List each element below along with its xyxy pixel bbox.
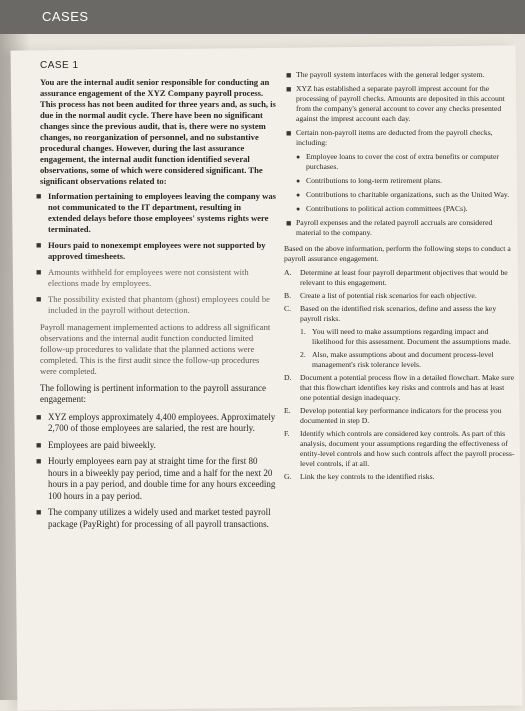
case-intro: You are the internal audit senior responsible for conducting an assurance engagement of the XYZ Company payroll process. This process has not been audited for three years and, as such, is due in the normal audit cycle. There have been no significant changes since the previous audit, that is, there were no system changes, no reorganization of personnel, and no substantive procedural changes. However, during the last assurance engagement, the internal audit function identified several observations, some of which were considered significant. The significant observations related to:: [40, 76, 276, 186]
bullet-icon: ■: [36, 190, 42, 201]
observation-list: [34, 191, 276, 316]
sub-bullet-icon: ●: [296, 191, 301, 199]
bullet-icon: ■: [36, 456, 42, 467]
right-column: [284, 70, 516, 485]
left-column: [34, 60, 276, 535]
list-item: ■ Certain non-payroll items are deducted from the payroll checks, including:: [286, 128, 493, 147]
list-item: ● Contributions to charitable organizations, such as the United Way.: [296, 190, 510, 199]
deduction-list: [294, 152, 516, 214]
sub-bullet-icon: ●: [296, 177, 301, 185]
substep-item: 1. You will need to make assumptions regarding impact and likelihood for this assessment. Document the assumptions made.: [300, 327, 511, 346]
bullet-icon: ■: [286, 84, 292, 94]
list-item: ■ Hourly employees earn pay at straight time for the first 80 hours in a biweekly pay period, time and a half for the next 20 hours in a pay period, and double time for any hours exceeding 100 hours in a pay period.: [36, 456, 276, 501]
pertinent-list: [34, 412, 276, 531]
bullet-icon: ■: [286, 128, 292, 138]
substep-item: 2. Also, make assumptions about and document process-level management's risk tolerance levels.: [300, 350, 494, 369]
list-item: ■ Employees are paid biweekly.: [36, 439, 156, 450]
expense-list: [284, 218, 516, 238]
list-item: ■ The company utilizes a widely used and market tested payroll package (PayRight) for processing of all payroll transactions.: [36, 507, 271, 529]
steps-list: [284, 268, 516, 482]
list-item: ● Employee loans to cover the cost of extra benefits or computer purchases.: [296, 152, 499, 171]
sub-bullet-icon: ●: [296, 205, 301, 213]
list-item: ● Contributions to political action committees (PACs).: [296, 204, 468, 213]
section-title: CASES: [42, 9, 89, 24]
bullet-icon: ■: [36, 293, 42, 304]
step-item: F. Identify which controls are considered key controls. As part of this analysis, document your assumptions regarding the effectiveness of entity-level controls and how such controls affect the payroll process-level controls, if at all.: [284, 429, 515, 468]
list-item: ■ XYZ has established a separate payroll imprest account for the processing of payroll checks. Amounts are deposited in this account from the company's general account to cover any checks presented against the imprest account each day.: [286, 84, 505, 123]
bullet-icon: ■: [36, 411, 42, 422]
list-item: ■ The possibility existed that phantom (ghost) employees could be included in the payroll without detection.: [36, 293, 270, 315]
header-band: [0, 0, 525, 34]
step-item: A. Determine at least four payroll department objectives that would be relevant to this engagement.: [284, 268, 508, 287]
bullet-icon: ■: [36, 266, 42, 277]
case-title: CASE 1: [40, 60, 79, 71]
list-item: ■ Information pertaining to employees leaving the company was not communicated to the IT department, resulting in extended delays before those employees' systems rights were terminated.: [36, 190, 276, 234]
substeps-list: [300, 327, 516, 370]
list-item: ● Contributions to long-term retirement plans.: [296, 176, 443, 185]
list-item: ■ Hours paid to nonexempt employees were not supported by approved timesheets.: [36, 239, 266, 261]
step-item: D. Document a potential process flow in a detailed flowchart. Make sure that this flowchart identifies key risks and controls and has at least one potential design inadequacy.: [284, 373, 515, 402]
steps-intro: Based on the above information, perform the following steps to conduct a payroll assurance engagement.: [284, 244, 511, 263]
pertinent-intro: The following is pertinent information to the payroll assurance engagement:: [40, 382, 266, 405]
list-item: ■ Amounts withheld for employees were not consistent with elections made by employees.: [36, 266, 249, 288]
step-item: B. Create a list of potential risk scenarios for each objective.: [284, 291, 477, 300]
step-item: E. Develop potential key performance indicators for the process you documented in step D.: [284, 406, 502, 425]
bullet-icon: ■: [36, 507, 42, 518]
bullet-icon: ■: [286, 218, 292, 228]
list-item: ■ XYZ employs approximately 4,400 employees. Approximately 2,700 of those employees are salaried, the rest are hourly.: [36, 411, 276, 434]
list-item: ■ Payroll expenses and the related payroll accruals are considered material to the company.: [286, 218, 493, 237]
followup-paragraph: Payroll management implemented actions to address all significant observations and the internal audit function conducted limited follow-up procedures to validate that the planned actions were completed. This is the first audit since the follow-up procedures were completed.: [40, 321, 271, 376]
sub-bullet-icon: ●: [296, 153, 301, 161]
step-item: C. Based on the identified risk scenarios, define and assess the key payroll risks. 1. You will need to make assumptions regarding impact and likelihood for this assessment. Document the assumptions made. 2. Also, make assumptions about and document process-level management's risk tolerance levels.: [284, 304, 516, 370]
list-item: ■ The payroll system interfaces with the general ledger system.: [286, 70, 485, 80]
system-list: [284, 70, 516, 148]
bullet-icon: ■: [286, 70, 292, 80]
bullet-icon: ■: [36, 439, 42, 450]
step-item: G. Link the key controls to the identified risks.: [284, 472, 435, 481]
bullet-icon: ■: [36, 239, 42, 250]
